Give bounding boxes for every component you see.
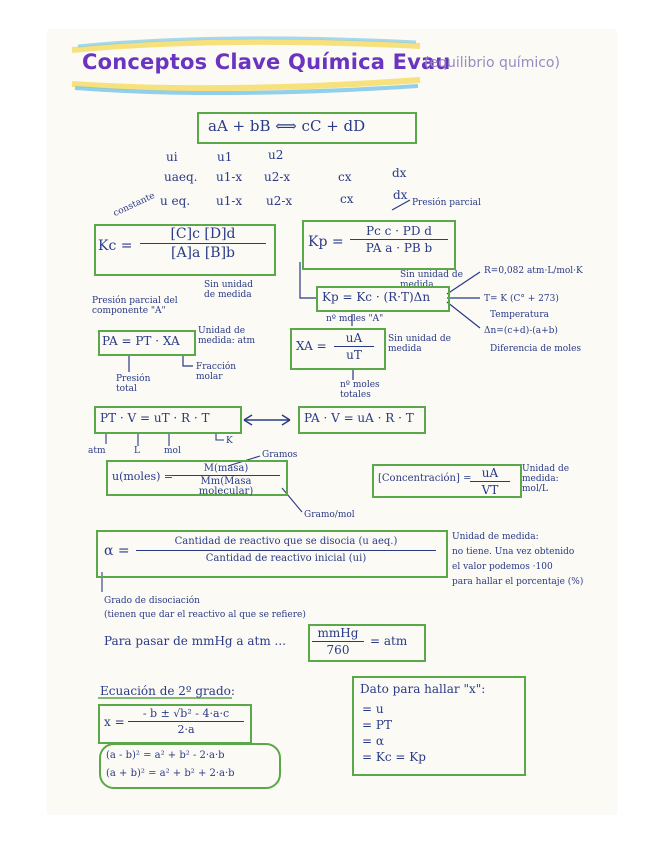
moles-fraction	[172, 464, 280, 497]
kp-unit-note: Sin unidad de medida	[400, 270, 464, 290]
x-data-item-3: = Kc = Kp	[362, 750, 426, 764]
r-value: R=0,082 atm·L/mol·K	[484, 266, 583, 276]
kp-denominator: PA a · PB b	[365, 241, 433, 255]
alpha-note-3: para hallar el porcentaje (%)	[452, 577, 584, 587]
x-data-item-1: = PT	[362, 718, 392, 732]
quadratic-fraction	[128, 707, 244, 736]
t-label: Temperatura	[490, 310, 550, 320]
unit-atm: atm	[88, 446, 106, 456]
x-data-item-2: = α	[362, 734, 384, 748]
moles-num: M(masa)	[172, 464, 280, 476]
unit-liter: L	[134, 446, 140, 456]
dn-label: Diferencia de moles	[490, 344, 582, 354]
x-data-item-0: = u	[362, 702, 384, 716]
row-eq1-a: u1-x	[216, 170, 243, 184]
constant-note: constante	[111, 191, 157, 219]
quadratic-lhs: x =	[104, 715, 125, 729]
quadratic-label: Ecuación de 2º grado:	[100, 684, 235, 698]
quadratic-num: - b ± √b² - 4·a·c	[128, 707, 244, 722]
gas-law-right: PA · V = uA · R · T	[304, 411, 414, 425]
partial-pressure-unit: Unidad de medida: atm	[198, 326, 256, 346]
concentration-den: VT	[481, 483, 499, 497]
kp-numerator: Pc c · PD d	[350, 224, 448, 240]
total-pressure-label: Presión total	[116, 374, 151, 394]
partial-pressure-label: Presión parcial del componente "A"	[92, 296, 178, 316]
row-eq1-c: cx	[338, 170, 352, 184]
conversion-num: mmHg	[312, 626, 364, 642]
unit-kelvin: K	[226, 436, 233, 446]
conversion-text: Para pasar de mmHg a atm ...	[104, 634, 286, 648]
dn-value: Δn=(c+d)-(a+b)	[484, 326, 558, 336]
row-initial-1: u1	[217, 150, 233, 164]
grams-label: Gramos	[262, 450, 298, 460]
kp-lhs: Kp =	[308, 234, 344, 250]
pressure-note: Presión parcial	[412, 198, 481, 208]
kc-fraction	[140, 226, 266, 261]
molar-fraction-fraction	[334, 331, 374, 362]
conversion-fraction	[312, 626, 364, 657]
conversion-den: 760	[326, 643, 350, 657]
kc-lhs: Kc =	[98, 238, 133, 254]
kp-kc-formula: Kp = Kc · (R·T)Δn	[322, 290, 431, 304]
moles-den: Mm(Masa molecular)	[198, 476, 254, 497]
alpha-note-1: no tiene. Una vez obtenido	[452, 547, 575, 557]
kc-numerator: [C]c [D]d	[140, 226, 266, 244]
moles-a-label: nº moles "A"	[326, 314, 384, 324]
t-value: T= K (C° + 273)	[484, 294, 559, 304]
partial-pressure-formula: PA = PT · XA	[102, 334, 180, 348]
alpha-fraction	[136, 535, 436, 566]
identity-minus: (a - b)² = a² + b² - 2·a·b	[106, 750, 225, 761]
concentration-lhs: [Concentración] =	[378, 473, 472, 484]
molar-fraction-lhs: XA =	[296, 339, 327, 353]
concentration-unit: Unidad de medida: mol/L	[522, 464, 570, 494]
conversion-suffix: = atm	[370, 634, 408, 648]
moles-lhs: u(moles) =	[112, 470, 174, 483]
row-eq2-d: dx	[393, 188, 408, 202]
row-eq2-label: u eq.	[160, 194, 191, 208]
molar-fraction-den: uT	[346, 348, 362, 362]
alpha-note-2: el valor podemos ·100	[452, 562, 553, 572]
page-title: Conceptos Clave Química Evau	[82, 50, 451, 74]
moles-total-label: nº moles totales	[340, 380, 380, 400]
row-initial-2: u2	[268, 148, 284, 162]
gas-law-left: PT · V = uT · R · T	[100, 411, 210, 425]
kc-denominator: [A]a [B]b	[170, 245, 235, 261]
alpha-den: Cantidad de reactivo inicial (ui)	[205, 553, 367, 564]
alpha-num: Cantidad de reactivo que se disocia (u aeq.)	[136, 535, 436, 551]
concentration-fraction	[470, 466, 510, 497]
molar-fraction-label: Fracción molar	[196, 362, 237, 382]
row-eq2-c: cx	[340, 192, 354, 206]
molar-fraction-num: uA	[334, 331, 374, 347]
row-eq1-d: dx	[392, 166, 407, 180]
row-eq2-b: u2-x	[266, 194, 293, 208]
concentration-num: uA	[470, 466, 510, 482]
row-initial-0: ui	[166, 150, 178, 164]
alpha-label-2: (tienen que dar el reactivo al que se refiere)	[104, 610, 306, 620]
molar-fraction-note: Sin unidad de medida	[388, 334, 452, 354]
quadratic-den: 2·a	[177, 723, 195, 736]
kc-unit-note: Sin unidad de medida	[204, 280, 254, 300]
alpha-note-0: Unidad de medida:	[452, 532, 539, 542]
row-eq2-a: u1-x	[216, 194, 243, 208]
page-subtitle: (equilibrio químico)	[424, 55, 560, 71]
row-eq1-label: uaeq.	[164, 170, 198, 184]
gram-per-mol-label: Gramo/mol	[304, 510, 355, 520]
kp-fraction	[350, 224, 448, 255]
row-eq1-b: u2-x	[264, 170, 291, 184]
x-data-title: Dato para hallar "x":	[360, 682, 486, 696]
unit-mol: mol	[164, 446, 181, 456]
reaction-equation: aA + bB ⟺ cC + dD	[208, 117, 366, 135]
identity-plus: (a + b)² = a² + b² + 2·a·b	[106, 768, 235, 779]
alpha-lhs: α =	[104, 543, 130, 559]
alpha-label: Grado de disociación	[104, 596, 200, 606]
